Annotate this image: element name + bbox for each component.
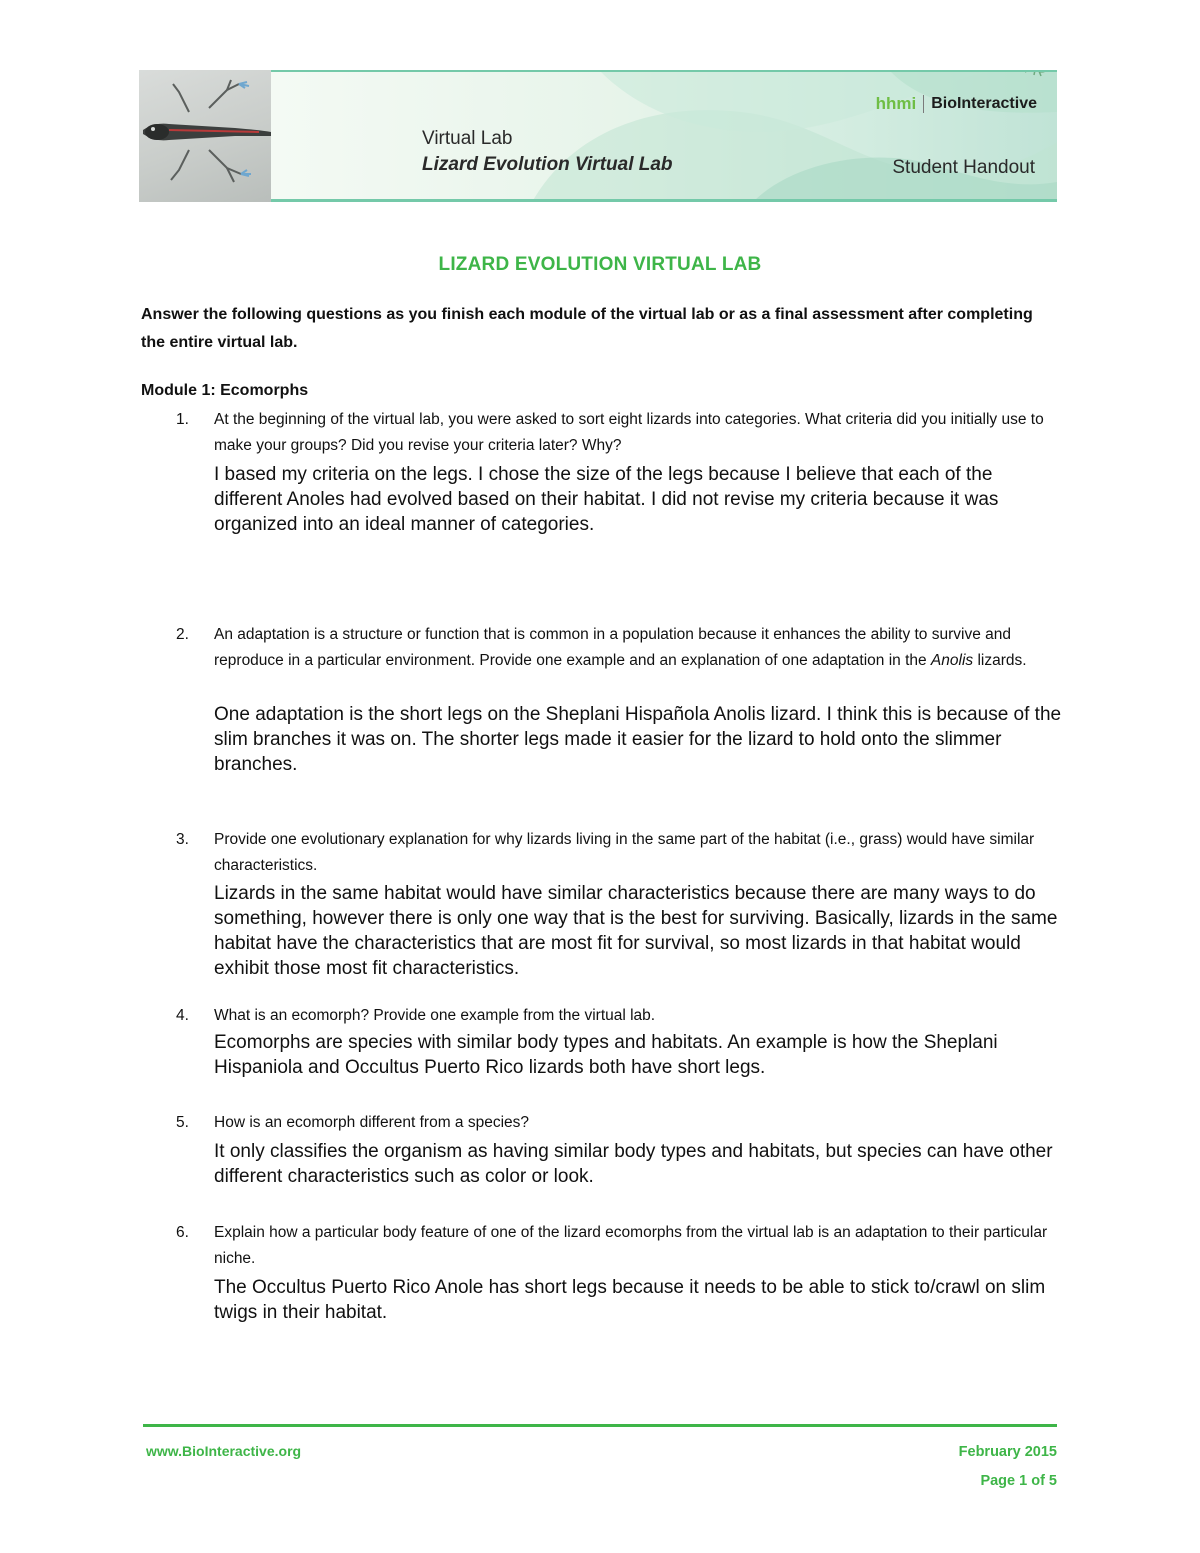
question-text-part: An adaptation is a structure or function that is common in a population because it enhances the ability to survive and reproduce in a particular environment. Provide one example and an explanation of one adaptation in the <box>214 626 1012 669</box>
question-text-part: lizards. <box>973 652 1027 669</box>
answer-text: I based my criteria on the legs. I chose the size of the legs because I believe that each of the different Anoles had evolved based on their habitat. I did not revise my criteria because it was organized into an ideal manner of categories. <box>214 464 999 535</box>
footer-date: February 2015 <box>958 1444 1057 1460</box>
question-text: How is an ecomorph different from a species? <box>214 1114 530 1131</box>
question-text: Explain how a particular body feature of one of the lizard ecomorphs from the virtual lab is an adaptation to their particular niche. <box>214 1224 1048 1267</box>
answer-text: Lizards in the same habitat would have similar characteristics because there are many ways to do something, however there is only one way that is the best for surviving. Basically, lizards in the same habitat have the characteristics that are most fit for survival, so most lizards in that habitat would exhibit those most fit characteristics. <box>214 883 1058 979</box>
document-title: LIZARD EVOLUTION VIRTUAL LAB <box>438 254 762 275</box>
instructions-text: Answer the following questions as you finish each module of the virtual lab or as a final assessment after completing the entire virtual lab. <box>141 306 1033 351</box>
question-text: What is an ecomorph? Provide one example from the virtual lab. <box>214 1007 656 1024</box>
question-text: At the beginning of the virtual lab, you were asked to sort eight lizards into categories. What criteria did you initially use to make your groups? Did you revise your criteria later? Why? <box>214 411 1044 454</box>
biointeractive-logo <box>876 92 1037 116</box>
question-text <box>214 622 1064 674</box>
answer-text: One adaptation is the short legs on the Sheplani Hispañola Anolis lizard. I think this is because of the slim branches it was on. The shorter legs made it easier for the lizard to hold onto the slimmer branches. <box>214 704 1062 775</box>
answer-text: It only classifies the organism as having similar body types and habitats, but species can have other different characteristics such as color or look. <box>214 1141 1053 1187</box>
header-banner <box>139 70 1057 202</box>
banner-series-label: Virtual Lab <box>422 128 513 149</box>
question-number: 3. <box>176 831 189 848</box>
module-heading: Module 1: Ecomorphs <box>141 382 309 399</box>
answer-text: Ecomorphs are species with similar body types and habitats. An example is how the Sheplani Hispaniola and Occultus Puerto Rico lizards both have short legs. <box>214 1032 998 1078</box>
question-number: 4. <box>176 1007 189 1024</box>
banner-handout-label: Student Handout <box>892 157 1035 178</box>
banner-bottom-rule <box>271 199 1057 202</box>
question-number: 2. <box>176 626 189 643</box>
logo-divider <box>923 95 924 113</box>
footer-website-link[interactable]: www.BioInteractive.org <box>146 1443 302 1459</box>
question-text: Provide one evolutionary explanation for why lizards living in the same part of the habitat (i.e., grass) would have similar characteristics. <box>214 831 1035 874</box>
footer-rule <box>143 1424 1057 1427</box>
question-text-genus: Anolis <box>930 652 974 669</box>
biointeractive-wordmark: BioInteractive <box>931 95 1037 112</box>
banner-lab-title: Lizard Evolution Virtual Lab <box>422 154 673 175</box>
hhmi-wordmark: hhmi <box>875 94 917 113</box>
banner-background <box>271 70 1057 202</box>
lizard-logo-icon <box>1023 70 1051 78</box>
question-number: 6. <box>176 1224 189 1241</box>
question-number: 1. <box>176 411 189 428</box>
question-number: 5. <box>176 1114 189 1131</box>
lizard-xray-image <box>139 70 271 202</box>
footer-page-number: Page 1 of 5 <box>980 1473 1057 1489</box>
answer-text: The Occultus Puerto Rico Anole has short legs because it needs to be able to stick to/crawl on slim twigs in their habitat. <box>214 1277 1046 1323</box>
